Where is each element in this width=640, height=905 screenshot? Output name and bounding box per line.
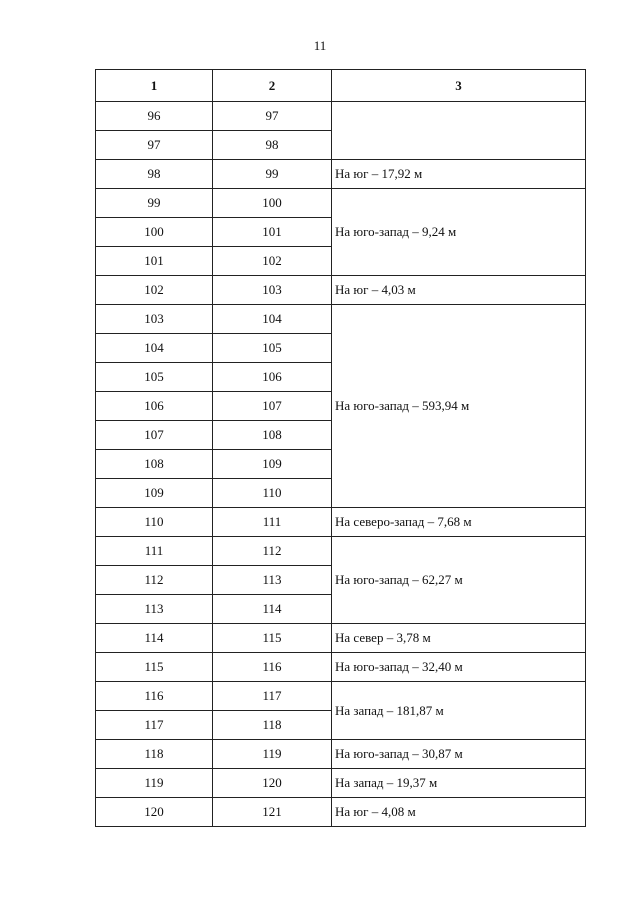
table-row	[96, 769, 586, 798]
point-from-cell: 112	[96, 566, 213, 595]
point-from-cell: 119	[96, 769, 213, 798]
point-from-cell: 110	[96, 508, 213, 537]
point-to-cell: 101	[213, 218, 332, 247]
direction-cell: На юго-запад – 9,24 м	[332, 189, 586, 276]
point-from-cell: 106	[96, 392, 213, 421]
point-from-cell: 107	[96, 421, 213, 450]
point-to-cell: 100	[213, 189, 332, 218]
point-to-cell: 109	[213, 450, 332, 479]
direction-cell: На юго-запад – 30,87 м	[332, 740, 586, 769]
table-body	[96, 102, 586, 827]
point-to-cell: 106	[213, 363, 332, 392]
point-from-cell: 104	[96, 334, 213, 363]
point-from-cell: 108	[96, 450, 213, 479]
point-to-cell: 117	[213, 682, 332, 711]
point-to-cell: 121	[213, 798, 332, 827]
direction-cell: На северо-запад – 7,68 м	[332, 508, 586, 537]
table-row	[96, 276, 586, 305]
point-from-cell: 101	[96, 247, 213, 276]
table-row	[96, 537, 586, 566]
direction-cell: На юг – 17,92 м	[332, 160, 586, 189]
point-to-cell: 98	[213, 131, 332, 160]
direction-cell	[332, 102, 586, 160]
direction-cell: На юго-запад – 593,94 м	[332, 305, 586, 508]
point-to-cell: 112	[213, 537, 332, 566]
point-to-cell: 118	[213, 711, 332, 740]
point-to-cell: 105	[213, 334, 332, 363]
point-to-cell: 103	[213, 276, 332, 305]
header-col-3: 3	[332, 70, 586, 102]
point-to-cell: 99	[213, 160, 332, 189]
direction-cell: На юг – 4,03 м	[332, 276, 586, 305]
point-from-cell: 109	[96, 479, 213, 508]
point-from-cell: 100	[96, 218, 213, 247]
point-to-cell: 102	[213, 247, 332, 276]
table-row	[96, 653, 586, 682]
direction-cell: На запад – 19,37 м	[332, 769, 586, 798]
table-row	[96, 160, 586, 189]
table-row	[96, 682, 586, 711]
point-to-cell: 116	[213, 653, 332, 682]
direction-cell: На юг – 4,08 м	[332, 798, 586, 827]
point-to-cell: 119	[213, 740, 332, 769]
direction-cell: На юго-запад – 62,27 м	[332, 537, 586, 624]
table-row	[96, 798, 586, 827]
point-to-cell: 97	[213, 102, 332, 131]
point-to-cell: 107	[213, 392, 332, 421]
point-from-cell: 103	[96, 305, 213, 334]
point-from-cell: 111	[96, 537, 213, 566]
table-row	[96, 740, 586, 769]
point-to-cell: 120	[213, 769, 332, 798]
point-from-cell: 114	[96, 624, 213, 653]
table-row	[96, 508, 586, 537]
point-from-cell: 113	[96, 595, 213, 624]
point-from-cell: 118	[96, 740, 213, 769]
table-row	[96, 305, 586, 334]
point-from-cell: 116	[96, 682, 213, 711]
point-from-cell: 117	[96, 711, 213, 740]
point-from-cell: 97	[96, 131, 213, 160]
point-to-cell: 110	[213, 479, 332, 508]
point-from-cell: 98	[96, 160, 213, 189]
point-from-cell: 102	[96, 276, 213, 305]
header-col-2: 2	[213, 70, 332, 102]
boundary-table	[95, 69, 586, 827]
point-from-cell: 96	[96, 102, 213, 131]
point-to-cell: 111	[213, 508, 332, 537]
point-from-cell: 120	[96, 798, 213, 827]
point-to-cell: 104	[213, 305, 332, 334]
point-from-cell: 115	[96, 653, 213, 682]
direction-cell: На юго-запад – 32,40 м	[332, 653, 586, 682]
point-from-cell: 99	[96, 189, 213, 218]
point-to-cell: 114	[213, 595, 332, 624]
point-from-cell: 105	[96, 363, 213, 392]
table-row	[96, 189, 586, 218]
point-to-cell: 115	[213, 624, 332, 653]
table-row	[96, 624, 586, 653]
table-row	[96, 102, 586, 131]
header-col-1: 1	[96, 70, 213, 102]
table-header-row	[96, 70, 586, 102]
direction-cell: На север – 3,78 м	[332, 624, 586, 653]
direction-cell: На запад – 181,87 м	[332, 682, 586, 740]
point-to-cell: 108	[213, 421, 332, 450]
page-number: 11	[313, 38, 327, 53]
point-to-cell: 113	[213, 566, 332, 595]
